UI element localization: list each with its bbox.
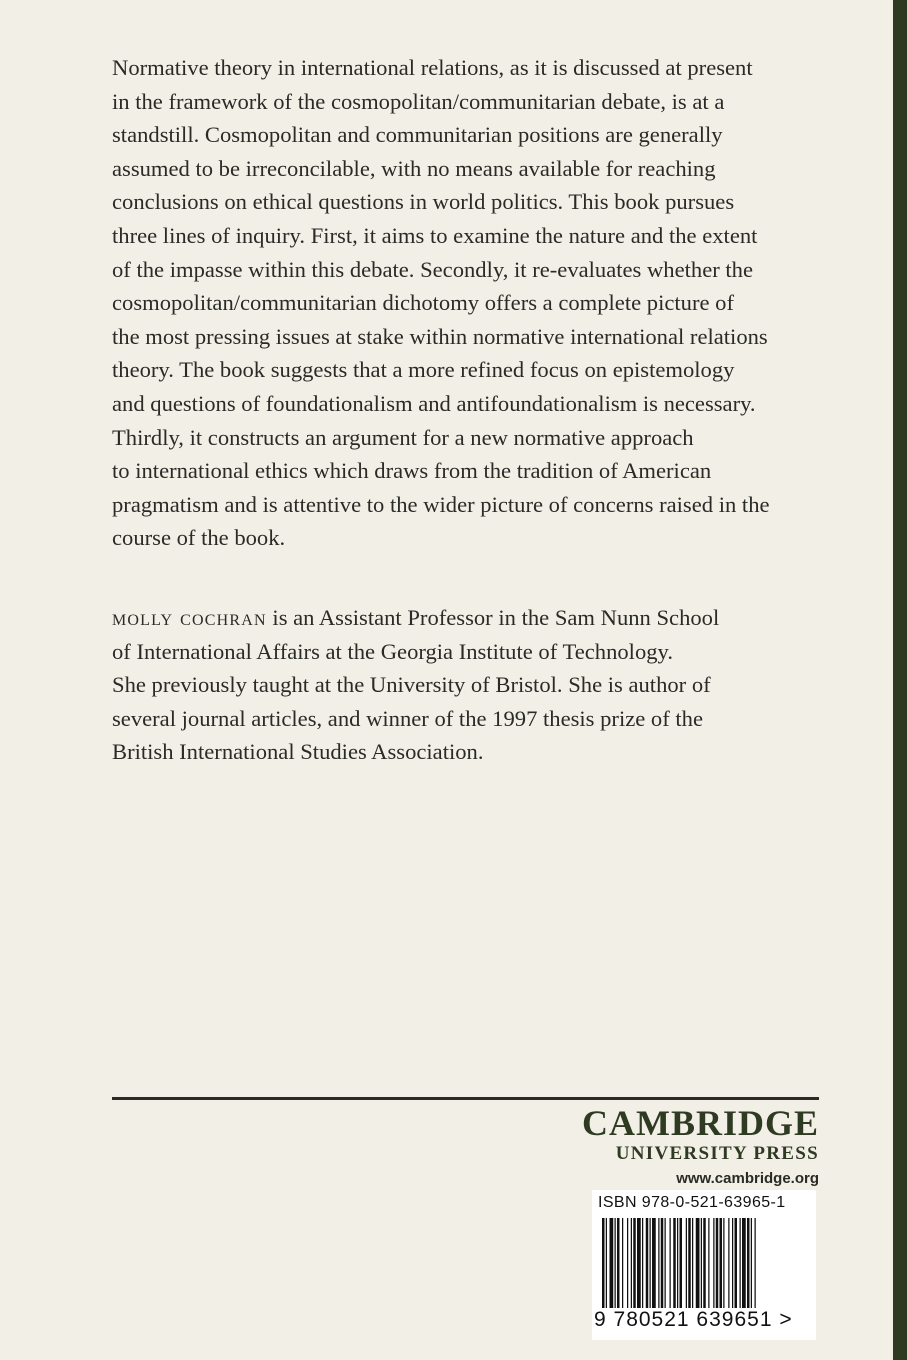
bio-line-rest: is an Assistant Professor in the Sam Nunn School [266,605,720,630]
spine-edge [893,0,907,1360]
barcode-bar [728,1218,729,1308]
bio-line: several journal articles, and winner of the 1997 thesis prize of the [112,705,704,731]
barcode-bar [732,1218,733,1308]
isbn-label: ISBN 978-0-521-63965-1 [598,1194,786,1211]
author-bio [112,601,802,769]
description-line: theory. The book suggests that a more refined focus on epistemology [112,357,735,383]
description-line: conclusions on ethical questions in world politics. This book pursues [112,189,735,215]
barcode-bar [696,1218,700,1308]
bio-line: of International Affairs at the Georgia Institute of Technology. [112,638,674,664]
barcode-bar [606,1218,607,1308]
barcode-bar [646,1218,649,1308]
bio-first-line [112,601,802,635]
barcode-icon [600,1218,812,1308]
barcode-bar [650,1218,651,1308]
barcode-bar [735,1218,738,1308]
description-line: standstill. Cosmopolitan and communitarian positions are generally [112,122,723,148]
barcode-bar [680,1218,683,1308]
barcode-bar [602,1218,605,1308]
barcode-bar [755,1218,756,1308]
barcode-bar [633,1218,636,1308]
bio-line: British International Studies Association. [112,739,484,765]
barcode-bar [610,1218,614,1308]
author-name: molly cochran [112,605,267,630]
book-description [112,51,802,555]
barcode-bar [637,1218,641,1308]
description-line: in the framework of the cosmopolitan/communitarian debate, is at a [112,88,725,114]
barcode-bar [617,1218,620,1308]
barcode-bar [665,1218,666,1308]
barcode-bar [720,1218,723,1308]
barcode-bar [670,1218,671,1308]
barcode-bar [742,1218,746,1308]
barcode-bar [631,1218,632,1308]
publisher-name: CAMBRIDGE [581,1103,819,1143]
barcode-bar [622,1218,623,1308]
barcode-bar [692,1218,693,1308]
barcode-bar [708,1218,709,1308]
description-line: to international ethics which draws from the tradition of American [112,458,712,484]
description-line: Normative theory in international relations, as it is discussed at present [112,55,753,80]
barcode-bar [723,1218,724,1308]
barcode-bar [701,1218,702,1308]
description-line: and questions of foundationalism and antifoundationalism is necessary. [112,390,756,416]
barcode-bar [716,1218,719,1308]
barcode-bar [615,1218,616,1308]
description-line: the most pressing issues at stake within normative international relations [112,323,768,349]
barcode-bar [642,1218,643,1308]
barcode-bar [740,1218,741,1308]
barcode-bar [686,1218,687,1308]
barcode-bar [677,1218,678,1308]
barcode-bar [688,1218,691,1308]
barcode-bar [713,1218,714,1308]
publisher-url: www.cambridge.org [676,1170,819,1187]
barcode-bar [661,1218,664,1308]
publisher-logo [582,1104,819,1190]
description-line: of the impasse within this debate. Secondly, it re-evaluates whether the [112,256,754,282]
barcode-bar [703,1218,706,1308]
description-line: three lines of inquiry. First, it aims to examine the nature and the extent [112,222,758,248]
description-line: cosmopolitan/communitarian dichotomy offers a complete picture of [112,290,734,316]
barcode-bar [658,1218,659,1308]
barcode-panel [592,1190,816,1340]
description-line: assumed to be irreconcilable, with no means available for reaching [112,155,716,181]
barcode-bar [627,1218,628,1308]
barcode-bar [652,1218,656,1308]
barcode-bar [751,1218,752,1308]
publisher-subname: UNIVERSITY PRESS [615,1143,819,1164]
barcode-bar [747,1218,750,1308]
divider-rule [112,1097,819,1100]
barcode-bar [673,1218,676,1308]
description-line: course of the book. [112,525,286,551]
description-line: pragmatism and is attentive to the wider picture of concerns raised in the [112,491,770,517]
bio-line: She previously taught at the University of Bristol. She is author of [112,672,711,698]
barcode-digits: 9 780521 639651 > [594,1308,793,1331]
description-line: Thirdly, it constructs an argument for a new normative approach [112,424,694,450]
